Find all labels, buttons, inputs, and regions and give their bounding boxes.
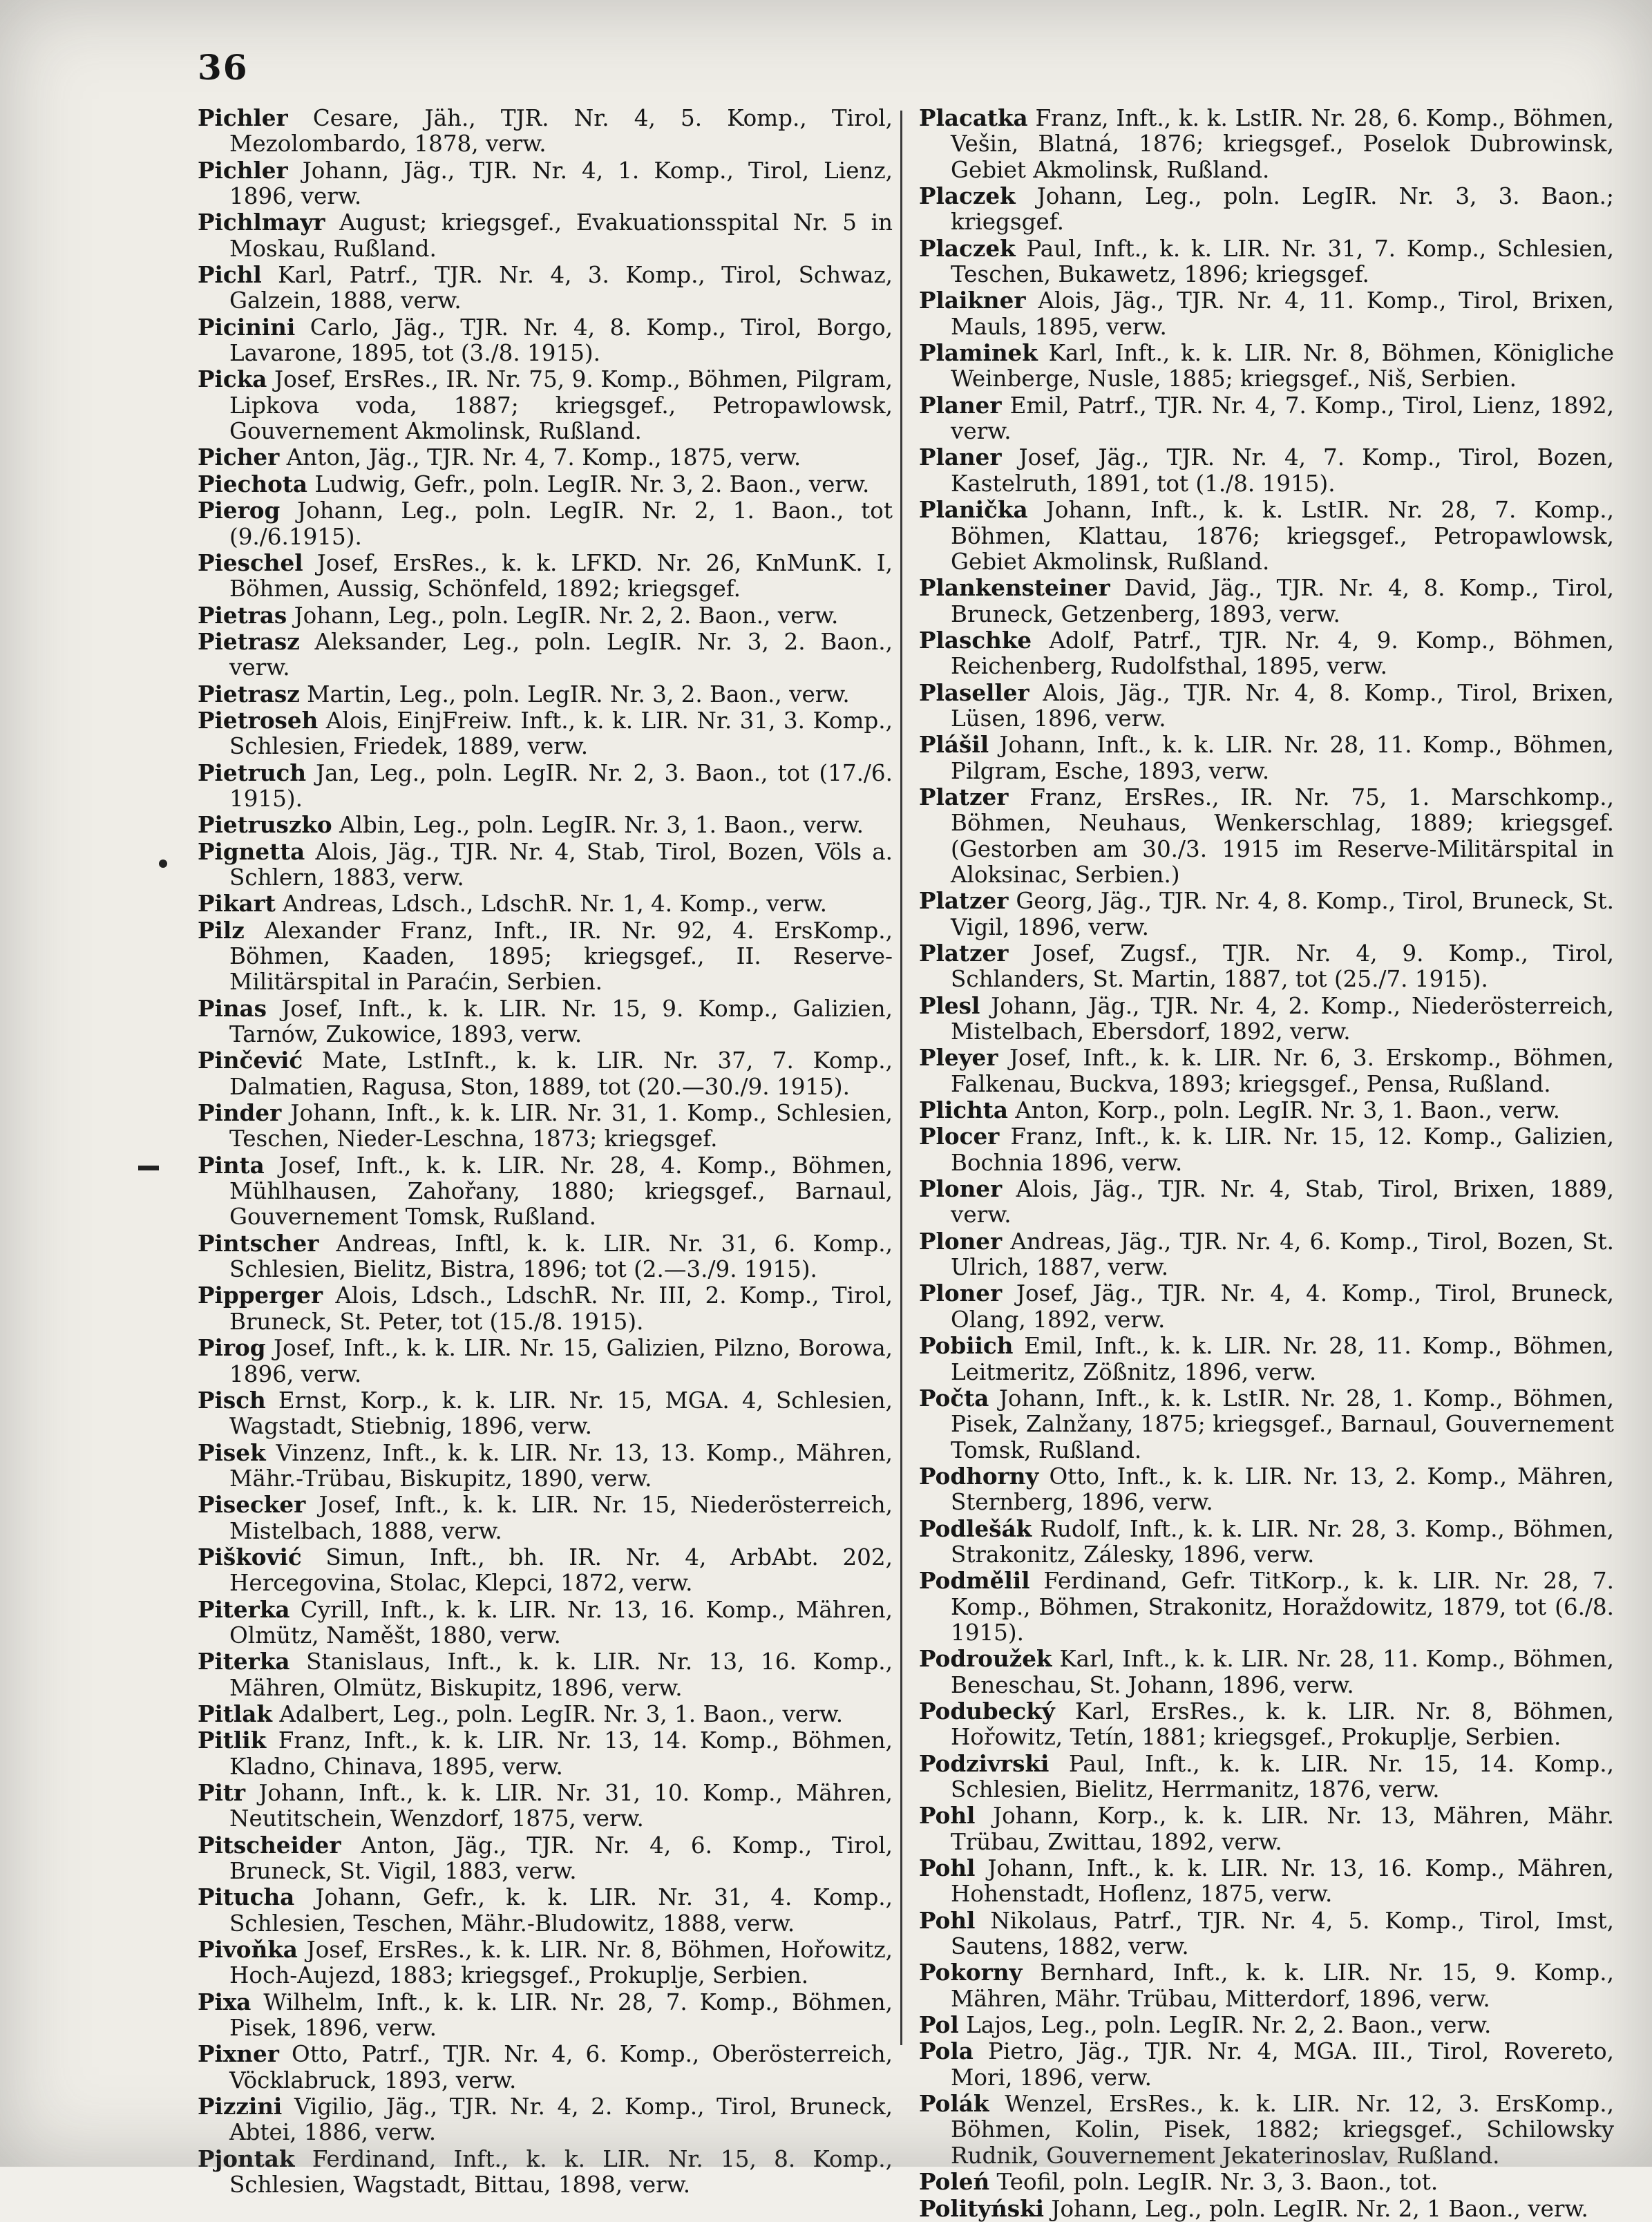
entry-surname: Placatka [919,104,1028,131]
entry-details: Cesare, Jäh., TJR. Nr. 4, 5. Komp., Tirol, Mezolombardo, 1878, verw. [229,105,893,158]
entry [919,1333,1614,1385]
entry-surname: Podmělil [919,1567,1030,1595]
entry-details: Cyrill, Inft., k. k. LIR. Nr. 13, 16. Komp., Mähren, Olmütz, Naměšt, 1880, verw. [229,1596,893,1649]
entry-details: Johann, Gefr., k. k. LIR. Nr. 31, 4. Komp., Schlesien, Teschen, Mähr.-Bludowitz, 1888, verw. [229,1884,893,1937]
entry [919,287,1614,340]
entry-surname: Podzivrski [919,1749,1050,1777]
entry-details: Otto, Inft., k. k. LIR. Nr. 13, 2. Komp., Mähren, Sternberg, 1896, verw. [951,1463,1615,1516]
entry-details: Karl, Inft., k. k. LIR. Nr. 8, Böhmen, Königliche Weinberge, Nusle, 1885; kriegsgef., Niš, Serbien. [951,340,1614,392]
entry [198,1597,893,1649]
entry [198,1047,893,1100]
entry-surname: Pitucha [198,1883,295,1911]
entry [919,1646,1614,1698]
entry-surname: Pilz [198,916,245,944]
entry-details: Andreas, Jäg., TJR. Nr. 4, 6. Komp., Tirol, Bozen, St. Ulrich, 1887, verw. [951,1228,1615,1281]
entry [919,236,1614,288]
entry-details: Martin, Leg., poln. LegIR. Nr. 3, 2. Baon., verw. [307,681,850,708]
entry-surname: Pisecker [198,1491,306,1519]
entry [919,888,1614,940]
entry [198,1701,893,1727]
entry-details: Alois, Jäg., TJR. Nr. 4, Stab, Tirol, Brixen, 1889, verw. [951,1176,1614,1228]
entry-details: Josef, Inft., k. k. LIR. Nr. 15, Galizien, Pilzno, Borowa, 1896, verw. [229,1335,893,1387]
entry-surname: Ploner [919,1175,1003,1203]
entry-surname: Platzer [919,940,1009,967]
entry-details: Franz, ErsRes., IR. Nr. 75, 1. Marschkomp., Böhmen, Neuhaus, Wenkerschlag, 1889; kriegsgef. (Gestorben am 30./3. 1915 im Reserve-Militärspital in Aloksinac, Serbien.) [951,784,1614,888]
entry [198,1152,893,1231]
entry-details: Johann, Leg., poln. LegIR. Nr. 3, 3. Baon.; kriegsgef. [951,183,1614,236]
entry-surname: Pokorny [919,1959,1023,1986]
entry-surname: Pisch [198,1386,266,1414]
entry-details: Alois, EinjFreiw. Inft., k. k. LIR. Nr. 31, 3. Komp., Schlesien, Friedek, 1889, verw. [229,707,893,760]
entry-details: Karl, Patrf., TJR. Nr. 4, 3. Komp., Tirol, Schwaz, Galzein, 1888, verw. [229,262,893,314]
entry [919,2196,1614,2222]
entry-details: Josef, Inft., k. k. LIR. Nr. 6, 3. Erskomp., Böhmen, Falkenau, Buckva, 1893; kriegsgef., Pensa, Rußland. [951,1045,1614,1097]
entry-details: Anton, Jäg., TJR. Nr. 4, 7. Komp., 1875, verw. [286,444,801,471]
entry [198,158,893,210]
entry-surname: Pjontak [198,2145,295,2172]
entry [919,1385,1614,1463]
entry-details: Ferdinand, Inft., k. k. LIR. Nr. 15, 8. Komp., Schlesien, Wagstadt, Bittau, 1898, verw. [229,2145,893,2199]
entry [198,497,893,550]
entry [198,602,893,629]
entry-details: Johann, Leg., poln. LegIR. Nr. 2, 2. Baon., verw. [294,602,839,629]
entry-details: Albin, Leg., poln. LegIR. Nr. 3, 1. Baon., verw. [339,812,864,839]
entry-surname: Pitlak [198,1700,272,1727]
page-number: 36 [198,47,249,88]
entry [198,1832,893,1885]
entry-surname: Podubecký [919,1697,1055,1725]
entry [919,1463,1614,1516]
entry-details: Wenzel, ErsRes., k. k. LIR. Nr. 12, 3. ErsKomp., Böhmen, Kolin, Pisek, 1882; kriegsgef., Schilowsky Rudnik, Gouvernement Jekaterinoslav, Rußland. [951,2091,1614,2169]
entry [919,497,1614,575]
entry-surname: Ploner [919,1227,1003,1255]
entry [198,1387,893,1440]
entry [919,340,1614,392]
entry-surname: Pleyer [919,1044,998,1072]
entry-surname: Plaikner [919,287,1026,314]
entry-details: Johann, Leg., poln. LegIR. Nr. 2, 1. Baon., tot (9./6.1915). [229,497,893,550]
entry-surname: Plichta [919,1096,1008,1124]
entry [198,471,893,497]
entry [198,209,893,262]
entry-surname: Placzek [919,182,1016,210]
entry-details: Karl, Inft., k. k. LIR. Nr. 28, 11. Komp., Böhmen, Beneschau, St. Johann, 1896, verw. [951,1646,1615,1698]
entry-surname: Pinas [198,994,267,1022]
entry-surname: Pietruch [198,759,307,786]
entry-surname: Pietrasz [198,627,300,655]
entry [198,996,893,1048]
entry-surname: Picinini [198,313,296,341]
entry-details: Ferdinand, Gefr. TitKorp., k. k. LIR. Nr. 28, 7. Komp., Böhmen, Strakonitz, Horaždowitz, 1879, tot (6./8. 1915). [951,1568,1615,1646]
entry-surname: Planička [919,496,1028,524]
entry-details: Josef, Inft., k. k. LIR. Nr. 15, Niederösterreich, Mistelbach, 1888, verw. [229,1492,893,1544]
entry-details: Stanislaus, Inft., k. k. LIR. Nr. 13, 16. Komp., Mähren, Olmütz, Biskupitz, 1896, verw. [229,1649,893,1701]
entry [198,891,893,917]
entry-surname: Pietroseh [198,706,319,734]
entry [919,2038,1614,2091]
entry-details: Nikolaus, Patrf., TJR. Nr. 4, 5. Komp., Tirol, Imst, Sautens, 1882, verw. [951,1907,1614,1960]
entry-details: Adalbert, Leg., poln. LegIR. Nr. 3, 1. Baon., verw. [279,1700,844,1727]
entry-surname: Picher [198,444,280,471]
entry-details: Rudolf, Inft., k. k. LIR. Nr. 28, 3. Komp., Böhmen, Strakonitz, Zálesky, 1896, verw. [951,1515,1614,1568]
entry-details: Alois, Jäg., TJR. Nr. 4, 11. Komp., Tirol, Brixen, Mauls, 1895, verw. [951,287,1615,340]
margin-blot [159,860,167,868]
entry-details: Andreas, Ldsch., LdschR. Nr. 1, 4. Komp., verw. [283,891,827,918]
entry [198,681,893,708]
entry-surname: Podroužek [919,1645,1052,1673]
entry-details: Andreas, Inftl, k. k. LIR. Nr. 31, 6. Komp., Schlesien, Bielitz, Bistra, 1896; tot (2.—3./9. 1915). [229,1230,893,1283]
entry-details: Josef, Jäg., TJR. Nr. 4, 7. Komp., Tirol, Bozen, Kastelruth, 1891, tot (1./8. 1915). [951,444,1614,497]
entry [198,550,893,602]
entry [919,183,1614,236]
entry [198,1780,893,1832]
entry-surname: Placzek [919,234,1016,262]
entry [919,627,1614,680]
entry-surname: Pisek [198,1438,266,1466]
entry-surname: Pichler [198,104,288,131]
entry-surname: Pobiich [919,1332,1014,1360]
entry-surname: Pohl [919,1906,976,1934]
entry-details: Josef, Jäg., TJR. Nr. 4, 4. Komp., Tirol, Bruneck, Olang, 1892, verw. [951,1280,1614,1333]
entry-surname: Pixa [198,1988,251,2015]
entry-details: Jan, Leg., poln. LegIR. Nr. 2, 3. Baon., tot (17./6. 1915). [229,759,893,812]
entry [919,444,1614,497]
entry-details: Paul, Inft., k. k. LIR. Nr. 31, 7. Komp., Schlesien, Teschen, Bukawetz, 1896; kriegsgef. [951,235,1614,288]
entry-details: Johann, Inft., k. k. LIR. Nr. 13, 16. Komp., Mähren, Hohenstadt, Hoflenz, 1875, verw. [951,1855,1614,1908]
entry-details: Otto, Patrf., TJR. Nr. 4, 6. Komp., Oberösterreich, Vöcklabruck, 1893, verw. [229,2041,893,2093]
entry [919,105,1614,183]
entry [919,1908,1614,1960]
entry-surname: Pietrasz [198,680,300,708]
column-divider [900,111,902,2045]
entry-details: Alexander Franz, Inft., IR. Nr. 92, 4. ErsKomp., Böhmen, Kaaden, 1895; kriegsgef., II. Reserve-Militärspital in Paraćin, Serbien. [229,917,893,996]
entry [198,760,893,813]
entry [919,732,1614,784]
entry [198,366,893,444]
entry [198,262,893,314]
entry [919,1176,1614,1228]
entry [919,1516,1614,1568]
entry-details: Georg, Jäg., TJR. Nr. 4, 8. Komp., Tirol, Bruneck, St. Vigil, 1896, verw. [951,888,1615,940]
entry-details: Paul, Inft., k. k. LIR. Nr. 15, 14. Komp., Schlesien, Bielitz, Herrmanitz, 1876, verw. [951,1750,1614,1803]
entry-details: Mate, LstInft., k. k. LIR. Nr. 37, 7. Komp., Dalmatien, Ragusa, Ston, 1889, tot (20.—30./9. 1915). [229,1047,893,1100]
entry-surname: Polityński [919,2194,1045,2222]
entry-surname: Pitr [198,1779,246,1806]
entry-details: Johann, Jäg., TJR. Nr. 4, 1. Komp., Tirol, Lienz, 1896, verw. [229,157,893,210]
entry-surname: Plaminek [919,339,1038,367]
entry-details: Wilhelm, Inft., k. k. LIR. Nr. 28, 7. Komp., Böhmen, Pisek, 1896, verw. [229,1988,893,2042]
entry-surname: Ploner [919,1280,1003,1307]
entry-details: Vinzenz, Inft., k. k. LIR. Nr. 13, 13. Komp., Mähren, Mähr.-Trübau, Biskupitz, 1890, verw. [229,1439,893,1492]
entry-surname: Pitscheider [198,1831,341,1859]
entry-surname: Pitlik [198,1727,267,1754]
entry-surname: Pieschel [198,549,303,576]
entry-details: Aleksander, Leg., poln. LegIR. Nr. 3, 2. Baon., verw. [229,628,893,681]
entry-surname: Pixner [198,2040,279,2068]
margin-mark [138,1166,159,1170]
entry-details: Johann, Leg., poln. LegIR. Nr. 2, 1 Baon., verw. [1051,2195,1588,2222]
right-column [919,105,1614,2222]
entry-surname: Pizzini [198,2093,283,2120]
entry-details: Johann, Inft., k. k. LstIR. Nr. 28, 7. Komp., Böhmen, Klattau, 1876; kriegsgef., Petropawlowsk, Gebiet Akmolinsk, Rußland. [951,497,1614,575]
entry [198,918,893,996]
entry-surname: Podlešák [919,1514,1032,1542]
entry-surname: Pinčević [198,1047,303,1074]
entry-surname: Plankensteiner [919,574,1110,602]
entry-surname: Plaschke [919,626,1032,654]
entry-surname: Plesl [919,991,980,1019]
entry-surname: Podhorny [919,1462,1039,1490]
entry-details: Emil, Patrf., TJR. Nr. 4, 7. Komp., Tirol, Lienz, 1892, verw. [951,392,1614,445]
entry-details: Johann, Inft., k. k. LIR. Nr. 31, 1. Komp., Schlesien, Teschen, Nieder-Leschna, 1873; kriegsgef. [229,1100,893,1152]
entry-details: Pietro, Jäg., TJR. Nr. 4, MGA. III., Tirol, Rovereto, Mori, 1896, verw. [951,2038,1614,2091]
entry-surname: Platzer [919,783,1009,810]
entry-surname: Pichlmayr [198,209,325,236]
entry-surname: Picka [198,365,267,393]
entry [198,1884,893,1937]
entry-surname: Pola [919,2038,974,2065]
entry [919,1855,1614,1908]
entry-details: Emil, Inft., k. k. LIR. Nr. 28, 11. Komp., Böhmen, Leitmeritz, Zößnitz, 1896, verw. [951,1333,1614,1385]
entry [198,1100,893,1152]
entry-details: Vigilio, Jäg., TJR. Nr. 4, 2. Komp., Tirol, Bruneck, Abtei, 1886, verw. [229,2093,893,2146]
entry [198,1335,893,1387]
entry-details: Anton, Korp., poln. LegIR. Nr. 3, 1. Baon., verw. [1015,1097,1560,1124]
entry-surname: Pietras [198,601,287,629]
entry [198,1544,893,1597]
entry-surname: Pintscher [198,1229,319,1257]
entry-details: Alois, Jäg., TJR. Nr. 4, Stab, Tirol, Bozen, Völs a. Schlern, 1883, verw. [229,838,893,891]
entry-details: Carlo, Jäg., TJR. Nr. 4, 8. Komp., Tirol, Borgo, Lavarone, 1895, tot (3./8. 1915). [229,314,893,367]
entry [919,1123,1614,1176]
entry [198,708,893,760]
entry-surname: Pietruszko [198,811,332,839]
entry-details: Johann, Korp., k. k. LIR. Nr. 13, Mähren, Mähr. Trübau, Zwittau, 1892, verw. [951,1803,1614,1855]
entry [919,1698,1614,1751]
entry [919,993,1614,1045]
entry [919,1280,1614,1333]
entry [198,1937,893,1989]
entry-surname: Pipperger [198,1282,323,1309]
entry-surname: Pišković [198,1543,302,1570]
entry [198,1727,893,1780]
entry [198,1231,893,1283]
entry-details: Johann, Inft., k. k. LIR. Nr. 28, 11. Komp., Böhmen, Pilgram, Esche, 1893, verw. [951,732,1614,784]
entry-surname: Platzer [919,887,1009,915]
entry-surname: Pinder [198,1099,282,1127]
entry [919,680,1614,732]
entry [198,839,893,891]
entry [919,1568,1614,1646]
entry-surname: Pignetta [198,837,305,865]
entry [919,1959,1614,2012]
entry-surname: Pol [919,2011,959,2039]
entry-details: Josef, ErsRes., k. k. LFKD. Nr. 26, KnMunK. I, Böhmen, Aussig, Schönfeld, 1892; kriegsgef. [229,549,893,602]
entry [919,2169,1614,2195]
entry [919,1228,1614,1281]
entry [198,1282,893,1335]
entry [198,812,893,838]
entry-details: Ludwig, Gefr., poln. LegIR. Nr. 3, 2. Baon., verw. [314,471,870,497]
entry [198,629,893,681]
entry-surname: Pohl [919,1854,976,1882]
entry-details: Bernhard, Inft., k. k. LIR. Nr. 15, 9. Komp., Mähren, Mähr. Trübau, Mitterdorf, 1896, verw. [951,1959,1614,2012]
entry [919,1751,1614,1803]
entry-surname: Pohl [919,1802,976,1830]
entry-surname: Piterka [198,1648,290,1675]
entry-surname: Počta [919,1384,989,1412]
entry-details: Josef, Zugsf., TJR. Nr. 4, 9. Komp., Tirol, Schlanders, St. Martin, 1887, tot (25./7. 1915). [951,940,1614,993]
entry-surname: Planer [919,444,1002,471]
entry-surname: Plaseller [919,678,1029,706]
entry-surname: Pichler [198,156,288,184]
entry [919,2012,1614,2038]
entry [919,1097,1614,1123]
entry-surname: Pichl [198,261,262,289]
entry [919,1803,1614,1855]
entry-details: Simun, Inft., bh. IR. Nr. 4, ArbAbt. 202, Hercegovina, Stolac, Klepci, 1872, verw. [229,1544,893,1597]
entry-details: Johann, Inft., k. k. LIR. Nr. 31, 10. Komp., Mähren, Neutitschein, Wenzdorf, 1875, verw. [229,1780,893,1832]
entry-surname: Polák [919,2090,989,2118]
entry [198,1440,893,1492]
entry-details: Franz, Inft., k. k. LstIR. Nr. 28, 6. Komp., Böhmen, Vešin, Blatná, 1876; kriegsgef., Poselok Dubrowinsk, Gebiet Akmolinsk, Rußland. [951,105,1614,183]
entry [198,2093,893,2146]
entry-details: Anton, Jäg., TJR. Nr. 4, 6. Komp., Tirol, Bruneck, St. Vigil, 1883, verw. [229,1832,893,1885]
entry [198,1989,893,2042]
entry-details: Josef, ErsRes., k. k. LIR. Nr. 8, Böhmen, Hořowitz, Hoch-Aujezd, 1883; kriegsgef., Prokuplje, Serbien. [229,1937,893,1989]
entry-details: Franz, Inft., k. k. LIR. Nr. 13, 14. Komp., Böhmen, Kladno, Chinava, 1895, verw. [229,1727,893,1780]
entry-surname: Pirog [198,1334,266,1362]
entry-details: Franz, Inft., k. k. LIR. Nr. 15, 12. Komp., Galizien, Bochnia 1896, verw. [951,1123,1615,1176]
entry-surname: Piterka [198,1595,290,1623]
left-column [198,105,893,2199]
entry [919,575,1614,627]
entry-surname: Plocer [919,1123,1000,1150]
entry [198,1492,893,1544]
entry-surname: Pinta [198,1151,265,1179]
entry [919,784,1614,888]
entry [198,314,893,367]
entry-surname: Poleń [919,2168,990,2196]
entry [919,2091,1614,2169]
entry [198,2041,893,2093]
entry-details: Josef, Inft., k. k. LIR. Nr. 15, 9. Komp., Galizien, Tarnów, Zukowice, 1893, verw. [229,995,893,1048]
entry-details: Karl, ErsRes., k. k. LIR. Nr. 8, Böhmen, Hořowitz, Tetín, 1881; kriegsgef., Prokuplje, Serbien. [951,1698,1614,1751]
entry [919,1045,1614,1097]
entry-details: Lajos, Leg., poln. LegIR. Nr. 2, 2. Baon., verw. [966,2012,1492,2039]
entry-details: Adolf, Patrf., TJR. Nr. 4, 9. Komp., Böhmen, Reichenberg, Rudolfsthal, 1895, verw. [951,627,1614,680]
entry-details: August; kriegsgef., Evakuationsspital Nr. 5 in Moskau, Rußland. [229,209,893,262]
entry-surname: Pierog [198,497,281,524]
entry [198,1649,893,1701]
entry [919,940,1614,993]
entry-surname: Planer [919,391,1002,419]
entry [198,444,893,471]
entry [198,105,893,158]
entry [919,392,1614,445]
entry-details: David, Jäg., TJR. Nr. 4, 8. Komp., Tirol, Bruneck, Getzenberg, 1893, verw. [951,575,1614,627]
entry-details: Johann, Inft., k. k. LstIR. Nr. 28, 1. Komp., Böhmen, Pisek, Zalnžany, 1875; kriegsgef., Barnaul, Gouvernement Tomsk, Rußland. [951,1385,1614,1463]
entry [198,2146,893,2199]
entry-details: Johann, Jäg., TJR. Nr. 4, 2. Komp., Niederösterreich, Mistelbach, Ebersdorf, 1892, verw. [951,992,1614,1045]
entry-surname: Piechota [198,470,308,497]
entry-details: Teofil, poln. LegIR. Nr. 3, 3. Baon., tot. [996,2169,1439,2196]
entry-details: Ernst, Korp., k. k. LIR. Nr. 15, MGA. 4, Schlesien, Wagstadt, Stiebnig, 1896, verw. [229,1387,893,1440]
entry-surname: Plášil [919,731,989,759]
entry-details: Josef, ErsRes., IR. Nr. 75, 9. Komp., Böhmen, Pilgram, Lipkova voda, 1887; kriegsgef., Petropawlowsk, Gouvernement Akmolinsk, Rußland. [229,366,893,445]
entry-surname: Pikart [198,890,276,918]
entry-details: Alois, Jäg., TJR. Nr. 4, 8. Komp., Tirol, Brixen, Lüsen, 1896, verw. [951,679,1614,732]
entry-surname: Pivoňka [198,1936,298,1964]
entry-details: Alois, Ldsch., LdschR. Nr. III, 2. Komp., Tirol, Bruneck, St. Peter, tot (15./8. 1915). [229,1282,893,1335]
entry-details: Josef, Inft., k. k. LIR. Nr. 28, 4. Komp., Böhmen, Mühlhausen, Zahořany, 1880; kriegsgef., Barnaul, Gouvernement Tomsk, Rußland. [229,1152,893,1231]
